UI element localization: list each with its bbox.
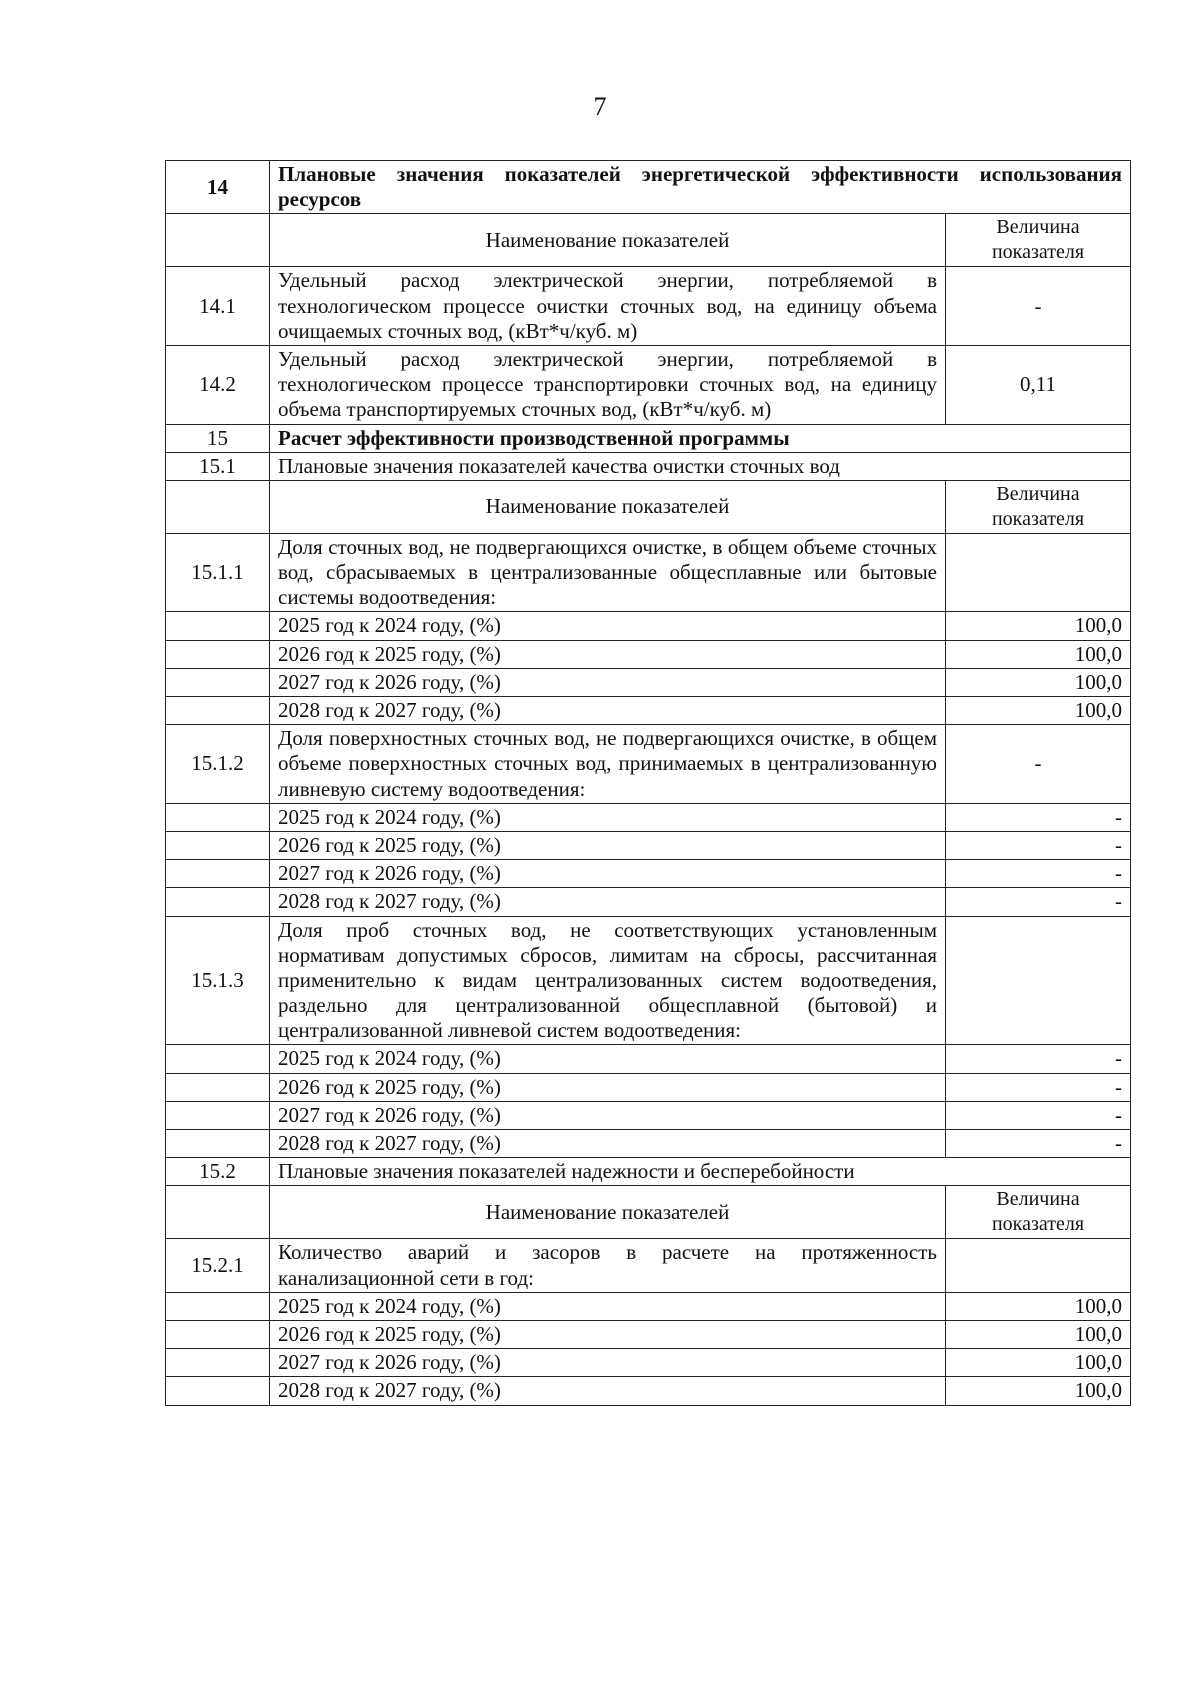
year-label: 2027 год к 2026 году, (%) xyxy=(270,668,946,696)
year-value: - xyxy=(946,1130,1131,1158)
year-label: 2025 год к 2024 году, (%) xyxy=(270,1045,946,1073)
year-value: 100,0 xyxy=(946,640,1131,668)
table-row xyxy=(166,345,1131,424)
section-number: 14 xyxy=(166,161,270,214)
year-row xyxy=(166,803,1131,831)
year-label: 2026 год к 2025 году, (%) xyxy=(270,1073,946,1101)
section-number: 15 xyxy=(166,424,270,452)
empty-cell xyxy=(166,612,270,640)
year-value: - xyxy=(946,803,1131,831)
indicator-value xyxy=(946,533,1131,612)
year-value: - xyxy=(946,860,1131,888)
section-header-row xyxy=(166,424,1131,452)
subsection-title: Плановые значения показателей качества очистки сточных вод xyxy=(270,452,1131,480)
year-label: 2027 год к 2026 году, (%) xyxy=(270,1101,946,1129)
indicator-value: - xyxy=(946,725,1131,804)
indicator-number: 15.1.1 xyxy=(166,533,270,612)
year-label: 2027 год к 2026 году, (%) xyxy=(270,860,946,888)
year-value: - xyxy=(946,1101,1131,1129)
indicator-row xyxy=(166,533,1131,612)
empty-cell xyxy=(166,640,270,668)
year-row xyxy=(166,1130,1131,1158)
year-label: 2027 год к 2026 году, (%) xyxy=(270,1349,946,1377)
empty-cell xyxy=(166,803,270,831)
indicator-row xyxy=(166,1239,1131,1292)
empty-cell xyxy=(166,480,270,533)
year-row xyxy=(166,1349,1131,1377)
indicator-description: Количество аварий и засоров в расчете на протяженность канализационной сети в год: xyxy=(270,1239,946,1292)
column-header-row xyxy=(166,1186,1131,1239)
subsection-number: 15.1 xyxy=(166,452,270,480)
subsection-header-row xyxy=(166,1158,1131,1186)
year-value: 100,0 xyxy=(946,1349,1131,1377)
empty-cell xyxy=(166,1292,270,1320)
empty-cell xyxy=(166,1073,270,1101)
year-value: - xyxy=(946,888,1131,916)
year-value: - xyxy=(946,831,1131,859)
empty-cell xyxy=(166,697,270,725)
indicator-value xyxy=(946,916,1131,1045)
indicator-row xyxy=(166,916,1131,1045)
year-row xyxy=(166,1045,1131,1073)
column-header-value: Величина показателя xyxy=(946,1186,1131,1239)
section-title: Плановые значения показателей энергетической эффективности использования ресурсов xyxy=(270,161,1131,214)
year-label: 2025 год к 2024 году, (%) xyxy=(270,1292,946,1320)
empty-cell xyxy=(166,668,270,696)
year-row xyxy=(166,1292,1131,1320)
column-header-name: Наименование показателей xyxy=(270,1186,946,1239)
year-row xyxy=(166,640,1131,668)
column-header-name: Наименование показателей xyxy=(270,480,946,533)
column-header-row xyxy=(166,214,1131,267)
section-title: Расчет эффективности производственной программы xyxy=(270,424,1131,452)
year-row xyxy=(166,1320,1131,1348)
row-number: 14.1 xyxy=(166,267,270,346)
subsection-title: Плановые значения показателей надежности и бесперебойности xyxy=(270,1158,1131,1186)
empty-cell xyxy=(166,214,270,267)
year-label: 2026 год к 2025 году, (%) xyxy=(270,640,946,668)
year-value: 100,0 xyxy=(946,697,1131,725)
empty-cell xyxy=(166,1349,270,1377)
year-label: 2025 год к 2024 году, (%) xyxy=(270,612,946,640)
indicator-description: Доля проб сточных вод, не соответствующих установленным нормативам допустимых сбросов, лимитам на сбросы, рассчитанная применительно к видам централизованных систем водоотведения, раздельно для централизованной общесплавной (бытовой) и централизованной ливневой систем водоотведения: xyxy=(270,916,946,1045)
indicator-row xyxy=(166,725,1131,804)
indicator-description: Доля поверхностных сточных вод, не подвергающихся очистке, в общем объеме поверхностных сточных вод, принимаемых в централизованную ливневую систему водоотведения: xyxy=(270,725,946,804)
year-value: - xyxy=(946,1073,1131,1101)
subsection-header-row xyxy=(166,452,1131,480)
year-label: 2025 год к 2024 году, (%) xyxy=(270,803,946,831)
year-label: 2026 год к 2025 году, (%) xyxy=(270,831,946,859)
year-row xyxy=(166,668,1131,696)
indicator-value xyxy=(946,1239,1131,1292)
table-row xyxy=(166,267,1131,346)
year-row xyxy=(166,1101,1131,1129)
row-description: Удельный расход электрической энергии, потребляемой в технологическом процессе транспортировки сточных вод, на единицу объема транспортируемых сточных вод, (кВт*ч/куб. м) xyxy=(270,345,946,424)
empty-cell xyxy=(166,1130,270,1158)
indicators-table xyxy=(165,160,1131,1406)
empty-cell xyxy=(166,1377,270,1405)
empty-cell xyxy=(166,831,270,859)
year-value: 100,0 xyxy=(946,1377,1131,1405)
year-value: - xyxy=(946,1045,1131,1073)
column-header-row xyxy=(166,480,1131,533)
year-row xyxy=(166,860,1131,888)
indicator-number: 15.2.1 xyxy=(166,1239,270,1292)
row-value: - xyxy=(946,267,1131,346)
year-value: 100,0 xyxy=(946,1292,1131,1320)
empty-cell xyxy=(166,1186,270,1239)
column-header-name: Наименование показателей xyxy=(270,214,946,267)
section-header-row xyxy=(166,161,1131,214)
empty-cell xyxy=(166,1045,270,1073)
page-number: 7 xyxy=(593,92,607,121)
year-label: 2028 год к 2027 году, (%) xyxy=(270,888,946,916)
indicator-number: 15.1.3 xyxy=(166,916,270,1045)
year-value: 100,0 xyxy=(946,668,1131,696)
year-row xyxy=(166,888,1131,916)
row-number: 14.2 xyxy=(166,345,270,424)
indicator-number: 15.1.2 xyxy=(166,725,270,804)
empty-cell xyxy=(166,860,270,888)
indicator-description: Доля сточных вод, не подвергающихся очистке, в общем объеме сточных вод, сбрасываемых в централизованные общесплавные или бытовые системы водоотведения: xyxy=(270,533,946,612)
year-row xyxy=(166,612,1131,640)
year-row xyxy=(166,1073,1131,1101)
empty-cell xyxy=(166,1320,270,1348)
year-row xyxy=(166,697,1131,725)
year-label: 2028 год к 2027 году, (%) xyxy=(270,1130,946,1158)
year-label: 2028 год к 2027 году, (%) xyxy=(270,1377,946,1405)
year-label: 2028 год к 2027 году, (%) xyxy=(270,697,946,725)
year-value: 100,0 xyxy=(946,1320,1131,1348)
year-value: 100,0 xyxy=(946,612,1131,640)
year-row xyxy=(166,831,1131,859)
empty-cell xyxy=(166,888,270,916)
column-header-value: Величина показателя xyxy=(946,480,1131,533)
year-row xyxy=(166,1377,1131,1405)
row-description: Удельный расход электрической энергии, потребляемой в технологическом процессе очистки сточных вод, на единицу объема очищаемых сточных вод, (кВт*ч/куб. м) xyxy=(270,267,946,346)
row-value: 0,11 xyxy=(946,345,1131,424)
column-header-value: Величина показателя xyxy=(946,214,1131,267)
empty-cell xyxy=(166,1101,270,1129)
year-label: 2026 год к 2025 году, (%) xyxy=(270,1320,946,1348)
subsection-number: 15.2 xyxy=(166,1158,270,1186)
